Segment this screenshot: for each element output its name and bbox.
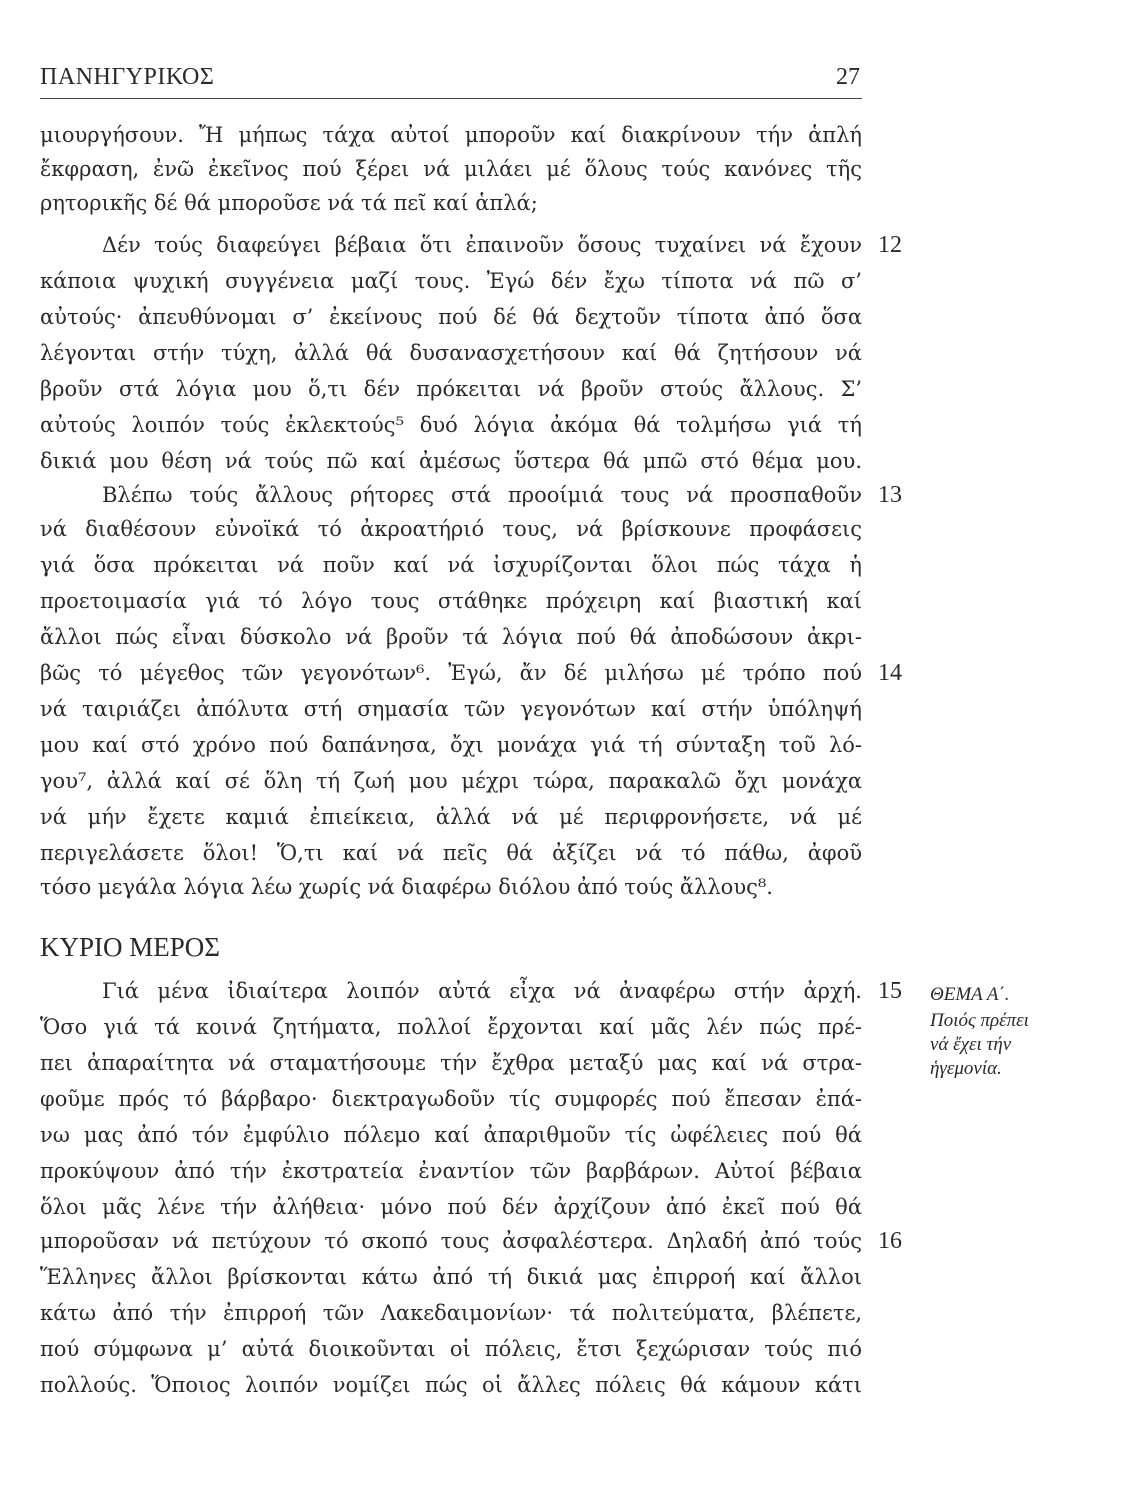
text-line: αὐτούς· ἀπευθύνομαι σ’ ἐκείνους πού δέ θά δεχτοῦν τίποτα ἀπό ὅσα: [40, 305, 862, 329]
text-line: δικιά μου θέση νά τούς πῶ καί ἀμέσως ὕστερα θά μπῶ στό θέμα μου.: [40, 449, 862, 473]
text-line: πού σύμφωνα μ’ αὐτά διοικοῦνται οἱ πόλεις, ἔτσι ξεχώρισαν τούς πιό: [40, 1337, 862, 1361]
side-note-line: νά ἔχει τήν: [930, 1034, 1012, 1055]
text-line: φοῦμε πρός τό βάρβαρο· διεκτραγωδοῦν τίς συμφορές πού ἔπεσαν ἐπά-: [40, 1087, 862, 1111]
text-line: πολλούς. Ὅποιος λοιπόν νομίζει πώς οἱ ἄλλες πόλεις θά κάμουν κάτι: [40, 1373, 862, 1397]
text-line: νά διαθέσουν εὐνοϊκά τό ἀκροατήριό τους, νά βρίσκουνε προφάσεις: [40, 517, 862, 541]
text-line: ἔκφραση, ἐνῶ ἐκεῖνος πού ξέρει νά μιλάει μέ ὅλους τούς κανόνες τῆς: [40, 157, 862, 181]
section-heading: ΚΥΡΙΟ ΜΕΡΟΣ: [40, 932, 220, 962]
text-line: νω μας ἀπό τόν ἐμφύλιο πόλεμο καί ἀπαριθμοῦν τίς ὠφέλειες πού θά: [40, 1123, 862, 1147]
text-line: προετοιμασία γιά τό λόγο τους στάθηκε πρόχειρη καί βιαστική καί: [40, 589, 862, 613]
text-line: προκύψουν ἀπό τήν ἐκστρατεία ἐναντίον τῶν βαρβάρων. Αὐτοί βέβαια: [40, 1159, 862, 1183]
text-line: πει ἀπαραίτητα νά σταματήσουμε τήν ἔχθρα μεταξύ μας καί νά στρα-: [40, 1051, 862, 1075]
text-line: Δέν τούς διαφεύγει βέβαια ὅτι ἐπαινοῦν ὅσους τυχαίνει νά ἔχουν: [102, 233, 862, 257]
side-note-line: Ποιός πρέπει: [930, 1010, 1029, 1031]
margin-number: 14: [878, 660, 902, 686]
text-line: τόσο μεγάλα λόγια λέω χωρίς νά διαφέρω διόλου ἀπό τούς ἄλλους⁸.: [40, 875, 773, 899]
text-line: μιουργήσουν. Ἤ μήπως τάχα αὐτοί μποροῦν καί διακρίνουν τήν ἁπλή: [40, 123, 862, 147]
text-line: νά ταιριάζει ἀπόλυτα στή σημασία τῶν γεγονότων καί στήν ὑπόληψή: [40, 697, 862, 721]
text-line: Ἕλληνες ἄλλοι βρίσκονται κάτω ἀπό τή δικιά μας ἐπιρροή καί ἄλλοι: [40, 1265, 862, 1289]
running-header: [40, 62, 862, 99]
text-line: βῶς τό μέγεθος τῶν γεγονότων⁶. Ἐγώ, ἄν δέ μιλήσω μέ τρόπο πού: [40, 661, 862, 685]
text-line: γιά ὅσα πρόκειται νά ποῦν καί νά ἰσχυρίζονται ὅλοι πώς τάχα ἡ: [40, 553, 862, 577]
text-line: Γιά μένα ἰδιαίτερα λοιπόν αὐτά εἶχα νά ἀναφέρω στήν ἀρχή.: [102, 979, 862, 1003]
text-line: λέγονται στήν τύχη, ἀλλά θά δυσανασχετήσουν καί θά ζητήσουν νά: [40, 341, 862, 365]
margin-number: 16: [878, 1228, 902, 1254]
text-line: κάποια ψυχική συγγένεια μαζί τους. Ἐγώ δέν ἔχω τίποτα νά πῶ σ’: [40, 269, 862, 293]
page-number: 27: [836, 64, 860, 90]
text-line: ὅλοι μᾶς λένε τήν ἀλήθεια· μόνο πού δέν ἀρχίζουν ἀπό ἐκεῖ πού θά: [40, 1195, 862, 1219]
side-note-heading: ΘΕΜΑ Α΄.: [930, 984, 1010, 1005]
text-line: Βλέπω τούς ἄλλους ρήτορες στά προοίμιά τους νά προσπαθοῦν: [102, 483, 862, 507]
text-line: γου⁷, ἀλλά καί σέ ὅλη τή ζωή μου μέχρι τώρα, παρακαλῶ ὄχι μονάχα: [40, 769, 862, 793]
text-line: ἄλλοι πώς εἶναι δύσκολο νά βροῦν τά λόγια πού θά ἀποδώσουν ἀκρι-: [40, 625, 862, 649]
side-note-line: ἡγεμονία.: [930, 1058, 1002, 1079]
running-title: ΠΑΝΗΓΥΡΙΚΟΣ: [40, 64, 215, 90]
margin-number: 13: [878, 482, 902, 508]
text-line: ρητορικῆς δέ θά μποροῦσε νά τά πεῖ καί ἁπλά;: [40, 191, 538, 215]
text-line: αὐτούς λοιπόν τούς ἐκλεκτούς⁵ δυό λόγια ἀκόμα θά τολμήσω γιά τή: [40, 413, 862, 437]
margin-number: 15: [878, 978, 902, 1004]
text-line: νά μήν ἔχετε καμιά ἐπιείκεια, ἀλλά νά μέ περιφρονήσετε, νά μέ: [40, 805, 862, 829]
margin-number: 12: [878, 232, 902, 258]
text-line: βροῦν στά λόγια μου ὅ,τι δέν πρόκειται νά βροῦν στούς ἄλλους. Σ’: [40, 377, 862, 401]
text-line: Ὅσο γιά τά κοινά ζητήματα, πολλοί ἔρχονται καί μᾶς λέν πώς πρέ-: [40, 1015, 862, 1039]
text-line: κάτω ἀπό τήν ἐπιρροή τῶν Λακεδαιμονίων· τά πολιτεύματα, βλέπετε,: [40, 1301, 862, 1325]
text-line: περιγελάσετε ὅλοι! Ὅ,τι καί νά πεῖς θά ἀξίζει νά τό πάθω, ἀφοῦ: [40, 841, 862, 865]
text-line: μποροῦσαν νά πετύχουν τό σκοπό τους ἀσφαλέστερα. Δηλαδή ἀπό τούς: [40, 1229, 862, 1253]
text-line: μου καί στό χρόνο πού δαπάνησα, ὄχι μονάχα γιά τή σύνταξη τοῦ λό-: [40, 733, 862, 757]
